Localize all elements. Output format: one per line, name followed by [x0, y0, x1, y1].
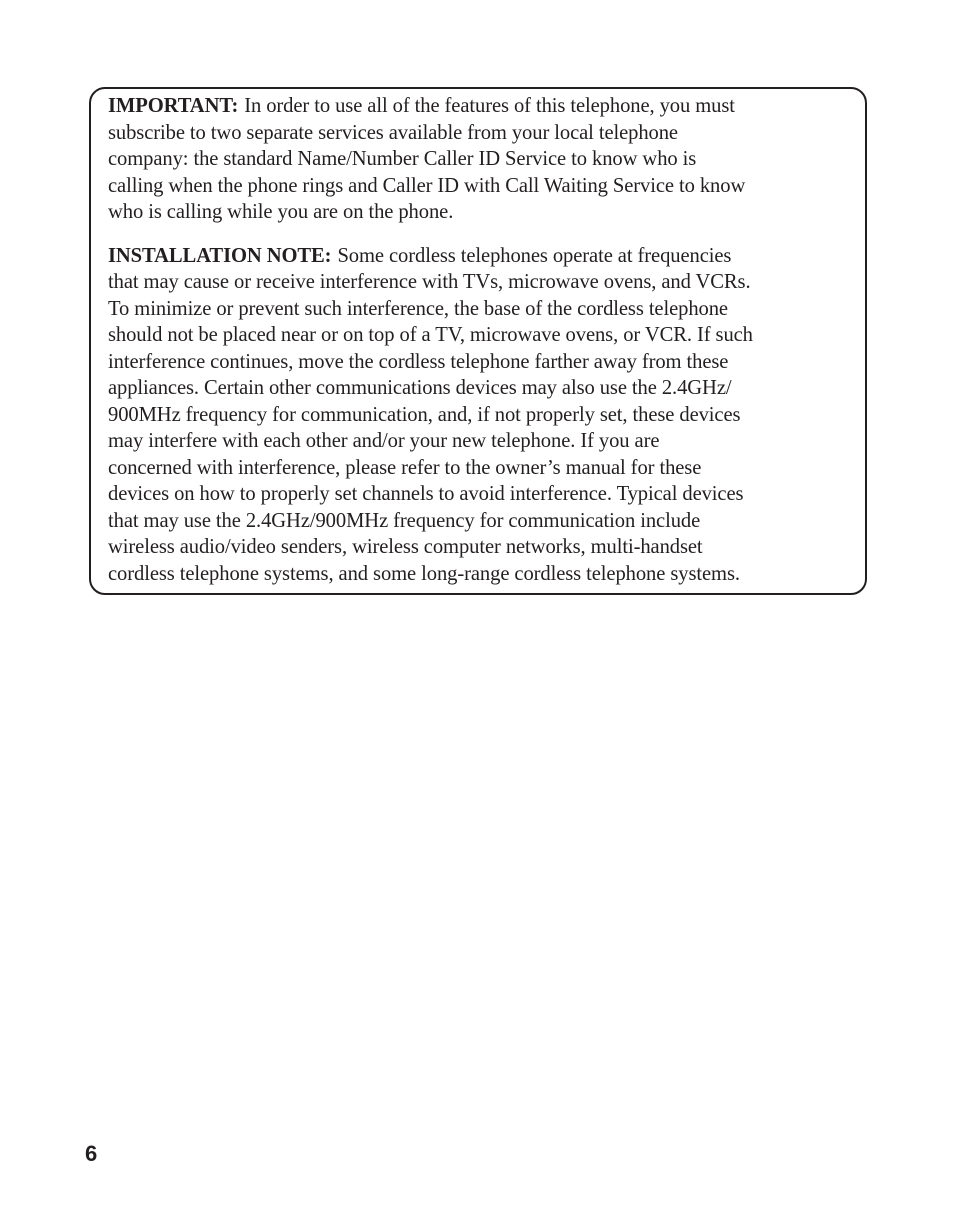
installation-note-paragraph [108, 243, 855, 588]
notice-box [89, 87, 867, 595]
page-number: 6 [85, 1141, 98, 1166]
important-label: IMPORTANT: [108, 95, 239, 117]
important-text: In order to use all of the features of this telephone, you must subscribe to two separate services available from your local telephone company: the standard Name/Number Caller ID Service to know who is calling when the phone rings and Caller ID with Call Waiting Service to know who is calling while you are on the phone. [108, 95, 746, 223]
installation-note-label: INSTALLATION NOTE: [108, 244, 332, 267]
important-paragraph [108, 93, 855, 226]
installation-note-text: Some cordless telephones operate at frequencies that may cause or receive interference with TVs, microwave ovens, and VCRs. To minimize or prevent such interference, the base of the cordless telephone should not be placed near or on top of a TV, microwave ovens, or VCR. If such interference continues, move the cordless telephone farther away from these appliances. Certain other communications devices may also use the 2.4GHz/ 900MHz frequency for communication, and, if not properly set, these devices may interfere with each other and/or your new telephone. If you are concerned with interference, please refer to the owner’s manual for these devices on how to properly set channels to avoid interference. Typical devices that may use the 2.4GHz/900MHz frequency for communication include wireless audio/video senders, wireless computer networks, multi-handset cordless telephone systems, and some long-range cordless telephone systems. [108, 244, 753, 585]
